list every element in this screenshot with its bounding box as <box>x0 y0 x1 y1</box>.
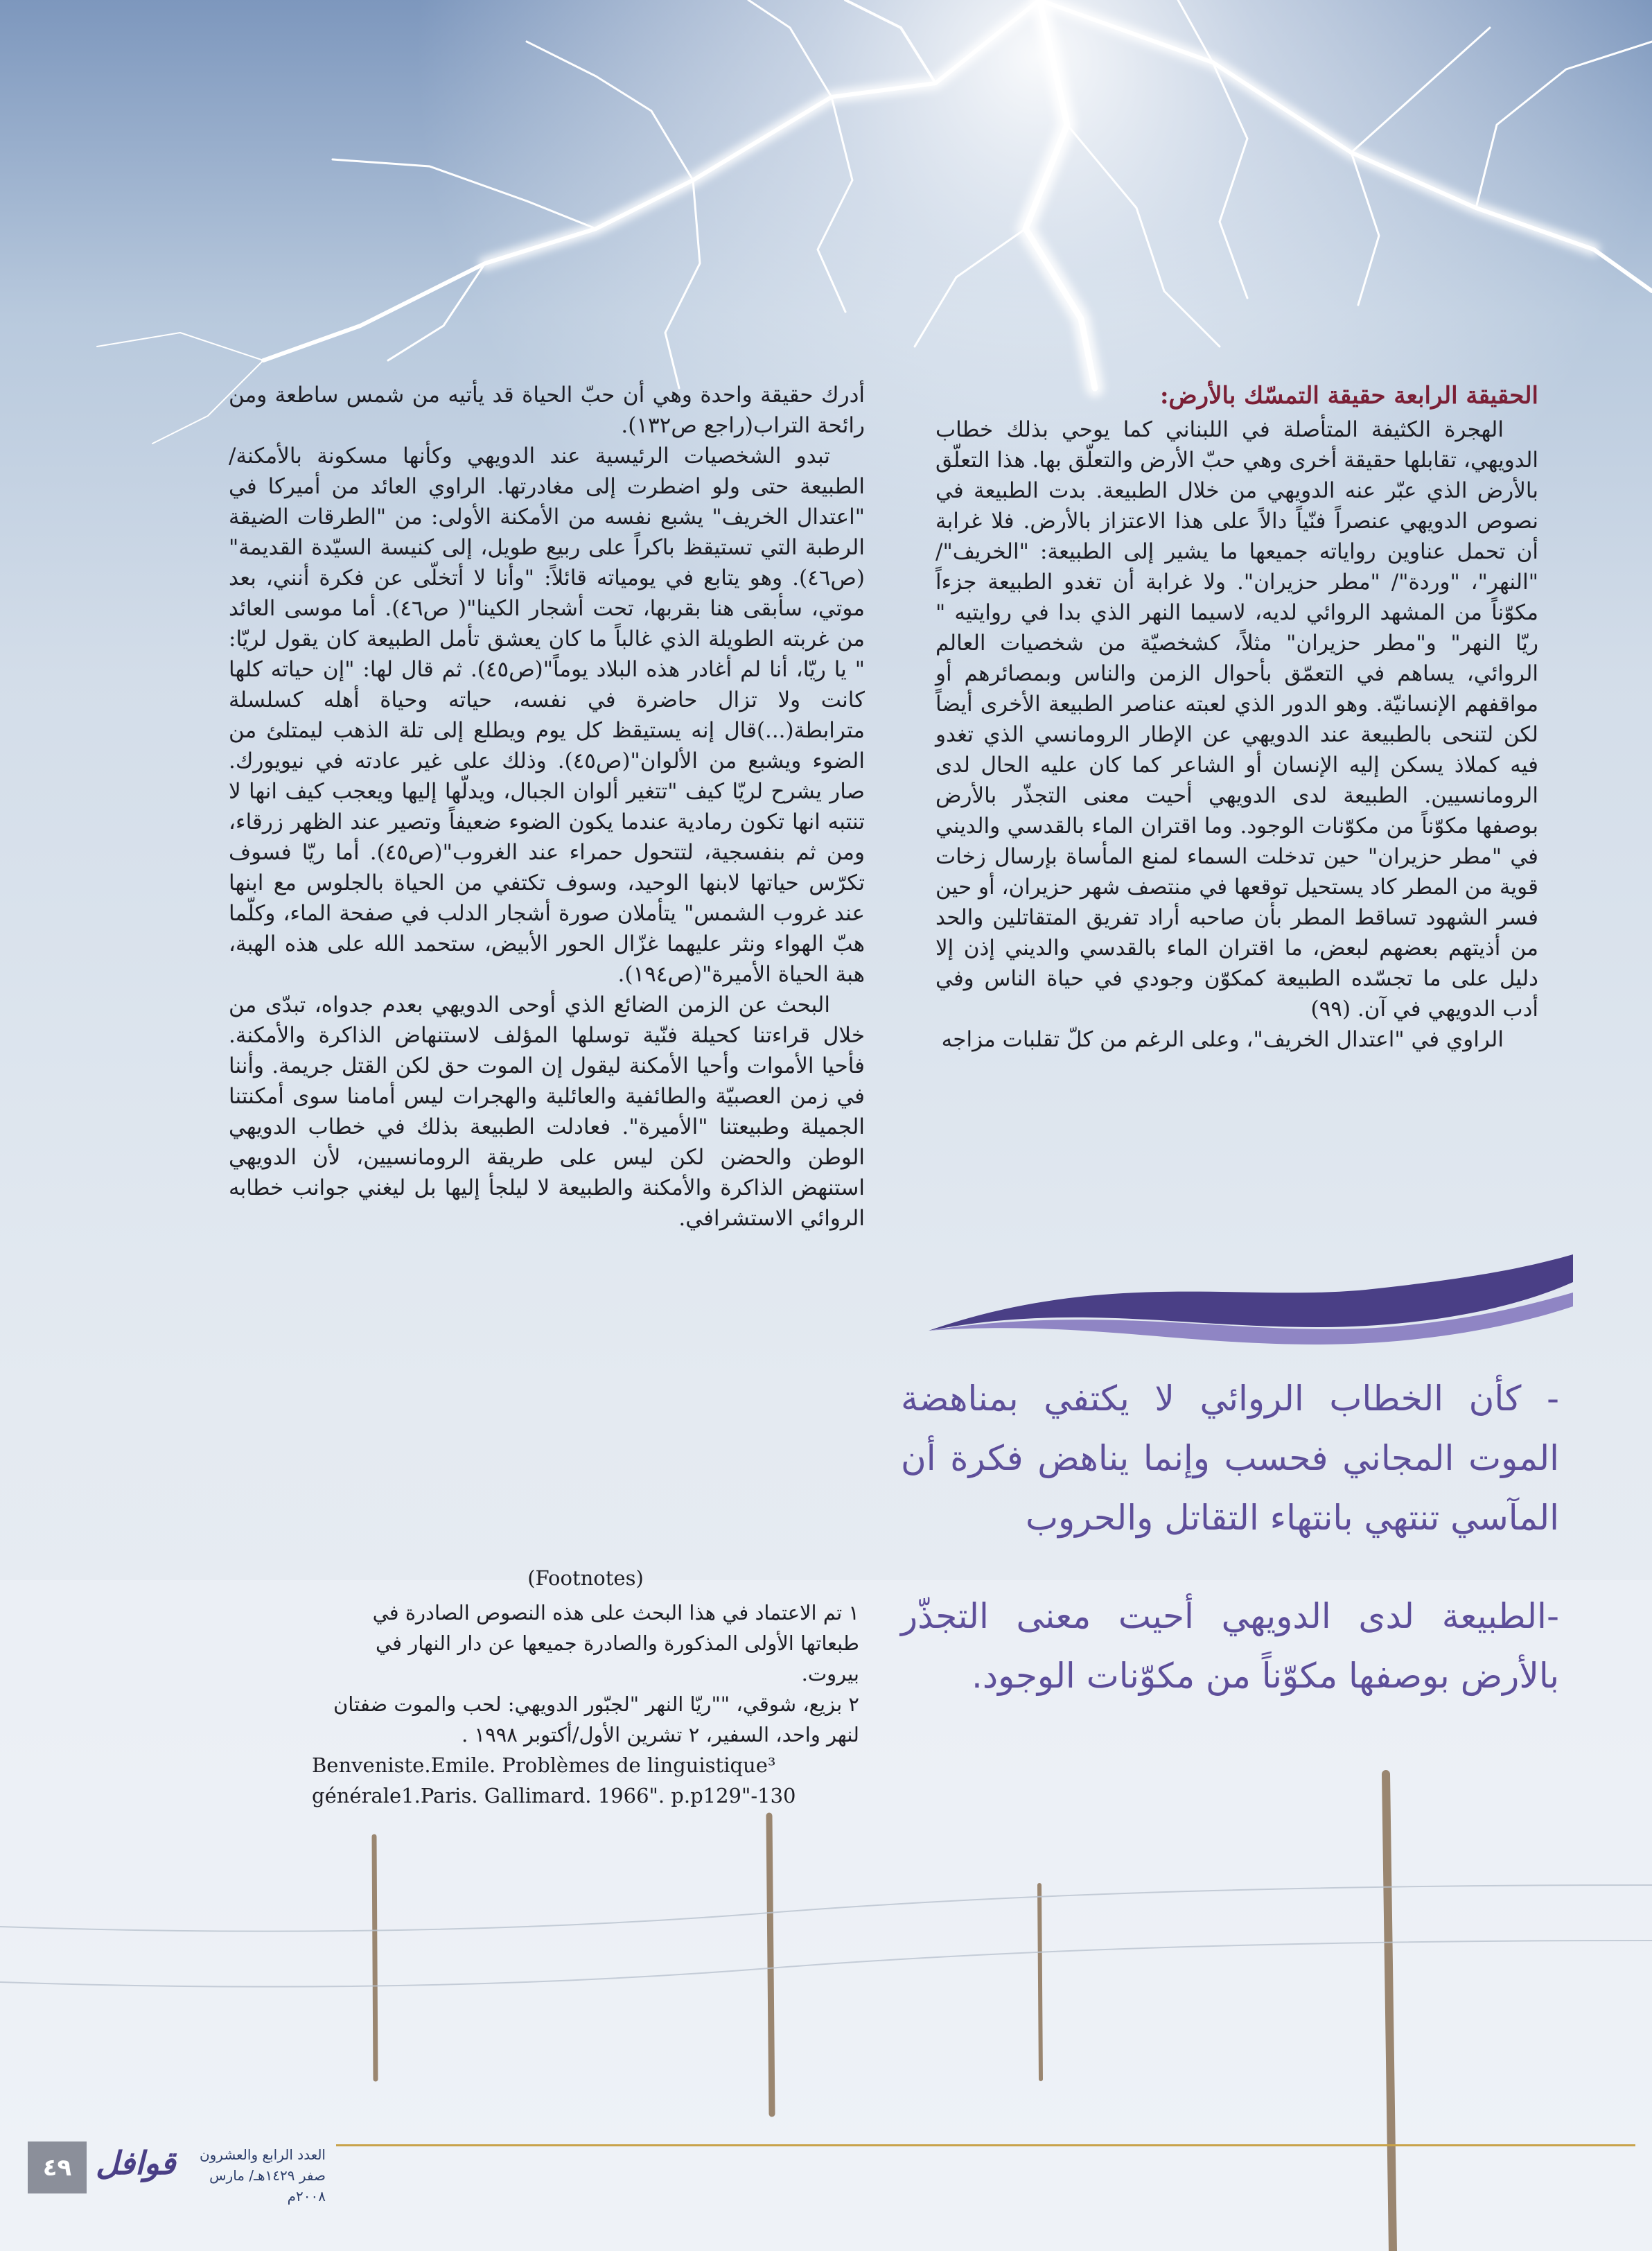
article-column-left <box>229 380 865 1234</box>
issue-line: العدد الرابع والعشرون <box>199 2146 326 2163</box>
pull-quote: -الطبيعة لدى الدويهي أحيت معنى التجذّر بالأرض بوصفها مكوّناً من مكوّنات الوجود. <box>901 1596 1559 1696</box>
article-column-right <box>935 380 1538 1055</box>
issue-date: صفر ١٤٢٩هـ/ مارس ٢٠٠٨م <box>209 2167 326 2205</box>
page-footer <box>21 2141 1635 2205</box>
footer-rule <box>336 2144 1635 2146</box>
footnotes <box>312 1563 859 1811</box>
section-heading: الحقيقة الرابعة حقيقة التمسّك بالأرض: <box>1160 382 1538 410</box>
paragraph: الراوي في "اعتدال الخريف"، وعلى الرغم من كلّ تقلبات مزاجه <box>941 1027 1504 1052</box>
paragraph: تبدو الشخصيات الرئيسية عند الدويهي وكأنها مسكونة بالأمكنة/الطبيعة حتى ولو اضطرت إلى مغادرتها. الراوي العائد من أميركا في "اعتدال الخريف" يشبع نفسه من الأمكنة الأولى: من "الطرقات الضيقة الرطبة التي تستيقظ باكراً على ربيع طويل، إلى كنيسة السيّدة القديمة"(ص٤٦). وهو يتابع في يومياته قائلاً: "وأنا لا أتخلّى عن فكرة أنني، بعد موتي، سأبقى هنا بقربها، تحت أشجار الكينا"( ص٤٦). أما موسى العائد من غربته الطويلة الذي غالباً ما كان يعشق تأمل الطبيعة كان يقول لريّا: " يا ريّا، أنا لم أغادر هذه البلاد يوماً"(ص٤٥). ثم قال لها: "إن حياته كلها كانت ولا تزال حاضرة في نفسه، حياته وحياة أهله كسلسلة مترابطة(...)قال إنه يستيقظ كل يوم ويطلع إلى تلة الذهب ليمتلئ من الضوء ويشبع من الألوان"(ص٤٥). وذلك على غير عادته في نيويورك. صار يشرح لريّا كيف "تتغير ألوان الجبال، ويدلّها إليها ويعجب كيف انها لا تنتبه انها تكون رمادية عندما يكون الضوء ضعيفاً وتصير عند الظهر زرقاء، ومن ثم بنفسجية، لتتحول حمراء عند الغروب"(ص٤٥). أما ريّا فسوف تكرّس حياتها لابنها الوحيد، وسوف تكتفي من الحياة بالجلوس مع ابنها عند غروب الشمس" يتأملان صورة أشجار الدلب في صفحة الماء، وكلّما هبّ الهواء ونثر عليهما غزّال الحور الأبيض، ستحمد الله على هذه الهبة، هبة الحياة الأميرة"(ص١٩٤). <box>229 444 865 987</box>
footnote-latin: générale1.Paris. Gallimard. 1966". p.p129"-130 <box>312 1784 796 1807</box>
footnote: ٢ بزيع، شوقي، ""ريّا النهر "لجبّور الدويهي: لحب والموت ضفتان لنهر واحد، السفير، ٢ تشرين الأول/أكتوبر ١٩٩٨ . <box>333 1692 859 1746</box>
pull-quotes <box>901 1369 1559 1744</box>
paragraph: الهجرة الكثيفة المتأصلة في اللبناني كما يوحي بذلك خطاب الدويهي، تقابلها حقيقة أخرى وهي حبّ الأرض والتعلّق بها. هذا التعلّق بالأرض الذي عبّر عنه الدويهي من خلال الطبيعة. بدت الطبيعة في نصوص الدويهي عنصراً فنّياً دالاً على هذا الاعتزاز بالأرض. فلا غرابة أن تحمل عناوين رواياته جميعها ما يشير إلى الطبيعة: "الخريف"/ "النهر"، "وردة"/ "مطر حزيران". ولا غرابة أن تغدو الطبيعة جزءاً مكوّناً من المشهد الروائي لديه، لاسيما النهر الذي بدا في روايتيه " ريّا النهر" و"مطر حزيران" مثلاً، كشخصيّة من شخصيات العالم الروائي، يساهم في التعمّق بأحوال الزمن والناس وبمصائرهم أو مواقفهم الإنسانيّة. وهو الدور الذي لعبته عناصر الطبيعة الأخرى أيضاً لكن لتنحى بالطبيعة عند الدويهي عن الإطار الرومانسي الذي تغدو فيه كملاذ يسكن إليه الإنسان أو الشاعر كما كان عليه الحال لدى الرومانسيين. الطبيعة لدى الدويهي أحيت معنى التجذّر بالأرض بوصفها مكوّناً من مكوّنات الوجود. وما اقتران الماء بالقدسي والديني في "مطر حزيران" حين تدخلت السماء لمنع المأساة بإرسال زخات قوية من المطر كاد يستحيل توقعها في منتصف شهر حزيران، أو حين فسر الشهود تساقط المطر بأن صاحبه أراد تفريق المتقاتلين والحد من أذيتهم بعضهم لبعض، ما اقتران الماء بالقدسي والديني إذن إلا دليل على ما تجسّده الطبيعة كمكوّن وجودي في حياة الناس وفي أدب الدويهي في آن. (٩٩) <box>935 417 1538 1022</box>
magazine-logo: قوافل <box>96 2144 176 2182</box>
wave-decoration <box>929 1254 1573 1345</box>
issue-info <box>194 2144 326 2207</box>
page-number: ٤٩ <box>28 2141 87 2193</box>
pull-quote: - كأن الخطاب الروائي لا يكتفي بمناهضة الموت المجاني فحسب وإنما يناهض فكرة أن المآسي تنتهي بانتهاء التقاتل والحروب <box>901 1378 1559 1538</box>
paragraph: البحث عن الزمن الضائع الذي أوحى الدويهي بعدم جدواه، تبدّى من خلال قراءتنا كحيلة فنّية توسلها المؤلف لاستنهاض الذاكرة والأمكنة. فأحيا الأموات وأحيا الأمكنة ليقول إن الموت حق لكن القتل جريمة. وأننا في زمن العصبيّة والطائفية والعائلية والهجرات ليس أمامنا سوى أمكنتنا الجميلة وطبيعتنا "الأميرة". فعادلت الطبيعة بذلك في خطاب الدويهي الوطن والحضن لكن ليس على طريقة الرومانسيين، لأن الدويهي استنهض الذاكرة والأمكنة والطبيعة لا ليلجأ إليها بل ليغني جوانب خطابه الروائي الاستشرافي. <box>229 992 865 1231</box>
footnote-latin: Benveniste.Emile. Problèmes de linguistique³ <box>312 1753 776 1777</box>
footnote: ١ تم الاعتماد في هذا البحث على هذه النصوص الصادرة في طبعاتها الأولى المذكورة والصادرة جميعها عن دار النهار في بيروت. <box>372 1601 859 1685</box>
paragraph: أدرك حقيقة واحدة وهي أن حبّ الحياة قد يأتيه من شمس ساطعة ومن رائحة التراب(راجع ص١٣٢). <box>229 383 865 438</box>
footnotes-title: (Footnotes) <box>527 1566 644 1590</box>
